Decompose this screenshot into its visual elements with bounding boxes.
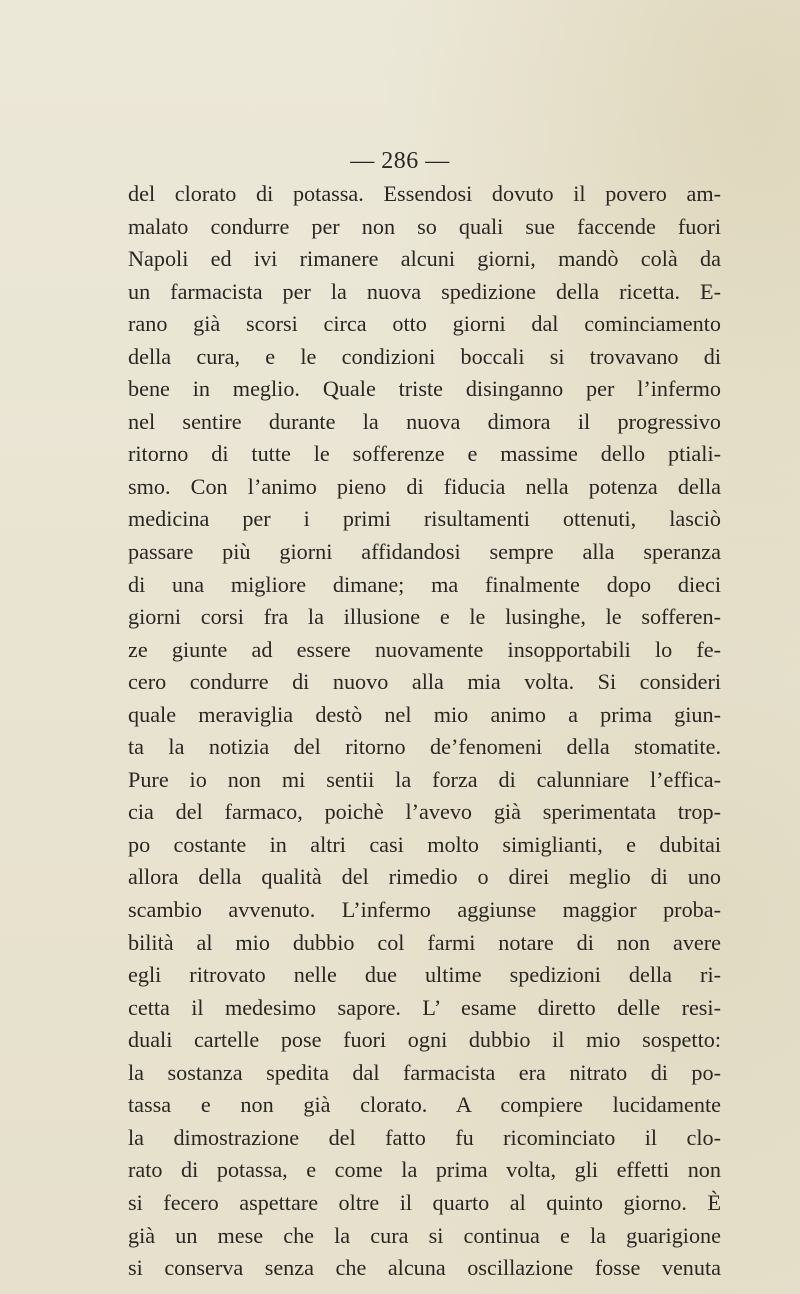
text-line: passare più giorni affidandosi sempre alla speranza	[128, 539, 721, 565]
text-line: bene in meglio. Quale triste disinganno per l’infermo	[128, 376, 721, 402]
text-line: bilità al mio dubbio col farmi notare di non avere	[128, 929, 721, 955]
text-line: di una migliore dimane; ma finalmente dopo dieci	[128, 571, 721, 597]
text-line: si conserva senza che alcuna oscillazione fosse venuta	[128, 1255, 721, 1281]
text-line: smo. Con l’animo pieno di fiducia nella potenza della	[128, 473, 721, 499]
text-line: della cura, e le condizioni boccali si trovavano di	[128, 343, 721, 369]
text-line: ritorno di tutte le sofferenze e massime dello ptiali-	[128, 441, 721, 467]
text-line: rano già scorsi circa otto giorni dal cominciamento	[128, 311, 721, 337]
text-line: cetta il medesimo sapore. L’ esame diretto delle resi-	[128, 994, 721, 1020]
text-line: nel sentire durante la nuova dimora il progressivo	[128, 408, 721, 434]
text-line: allora della qualità del rimedio o direi meglio di uno	[128, 864, 721, 890]
text-line: egli ritrovato nelle due ultime spedizioni della ri-	[128, 962, 721, 988]
text-line: giorni corsi fra la illusione e le lusinghe, le sofferen-	[128, 604, 721, 630]
text-line: cia del farmaco, poichè l’avevo già sperimentata trop-	[128, 799, 721, 825]
text-line: scambio avvenuto. L’infermo aggiunse maggior proba-	[128, 897, 721, 923]
text-line: medicina per i primi risultamenti ottenuti, lasciò	[128, 506, 721, 532]
text-line: cero condurre di nuovo alla mia volta. Si consideri	[128, 669, 721, 695]
page-number: — 286 —	[350, 148, 450, 174]
text-line: duali cartelle pose fuori ogni dubbio il mio sospetto:	[128, 1027, 721, 1053]
text-line: ze giunte ad essere nuovamente insopportabili lo fe-	[128, 636, 721, 662]
text-line: Napoli ed ivi rimanere alcuni giorni, mandò colà da	[128, 246, 721, 272]
text-line: la dimostrazione del fatto fu ricominciato il clo-	[128, 1124, 721, 1150]
text-line: rato di potassa, e come la prima volta, gli effetti non	[128, 1157, 721, 1183]
text-line: quale meraviglia destò nel mio animo a prima giun-	[128, 701, 721, 727]
text-line: un farmacista per la nuova spedizione della ricetta. E-	[128, 278, 721, 304]
text-line: si fecero aspettare oltre il quarto al quinto giorno. È	[128, 1189, 721, 1215]
text-line: po costante in altri casi molto simiglianti, e dubitai	[128, 831, 721, 857]
text-line: la sostanza spedita dal farmacista era nitrato di po-	[128, 1059, 721, 1085]
body-text	[128, 178, 721, 1285]
text-line: tassa e non già clorato. A compiere lucidamente	[128, 1092, 721, 1118]
text-line: Pure io non mi sentii la forza di calunniare l’effica-	[128, 766, 721, 792]
text-line: già un mese che la cura si continua e la guarigione	[128, 1222, 721, 1248]
text-line: del clorato di potassa. Essendosi dovuto il povero am-	[128, 181, 721, 206]
text-line: malato condurre per non so quali sue faccende fuori	[128, 213, 721, 239]
text-line: ta la notizia del ritorno de’fenomeni della stomatite.	[128, 734, 721, 760]
